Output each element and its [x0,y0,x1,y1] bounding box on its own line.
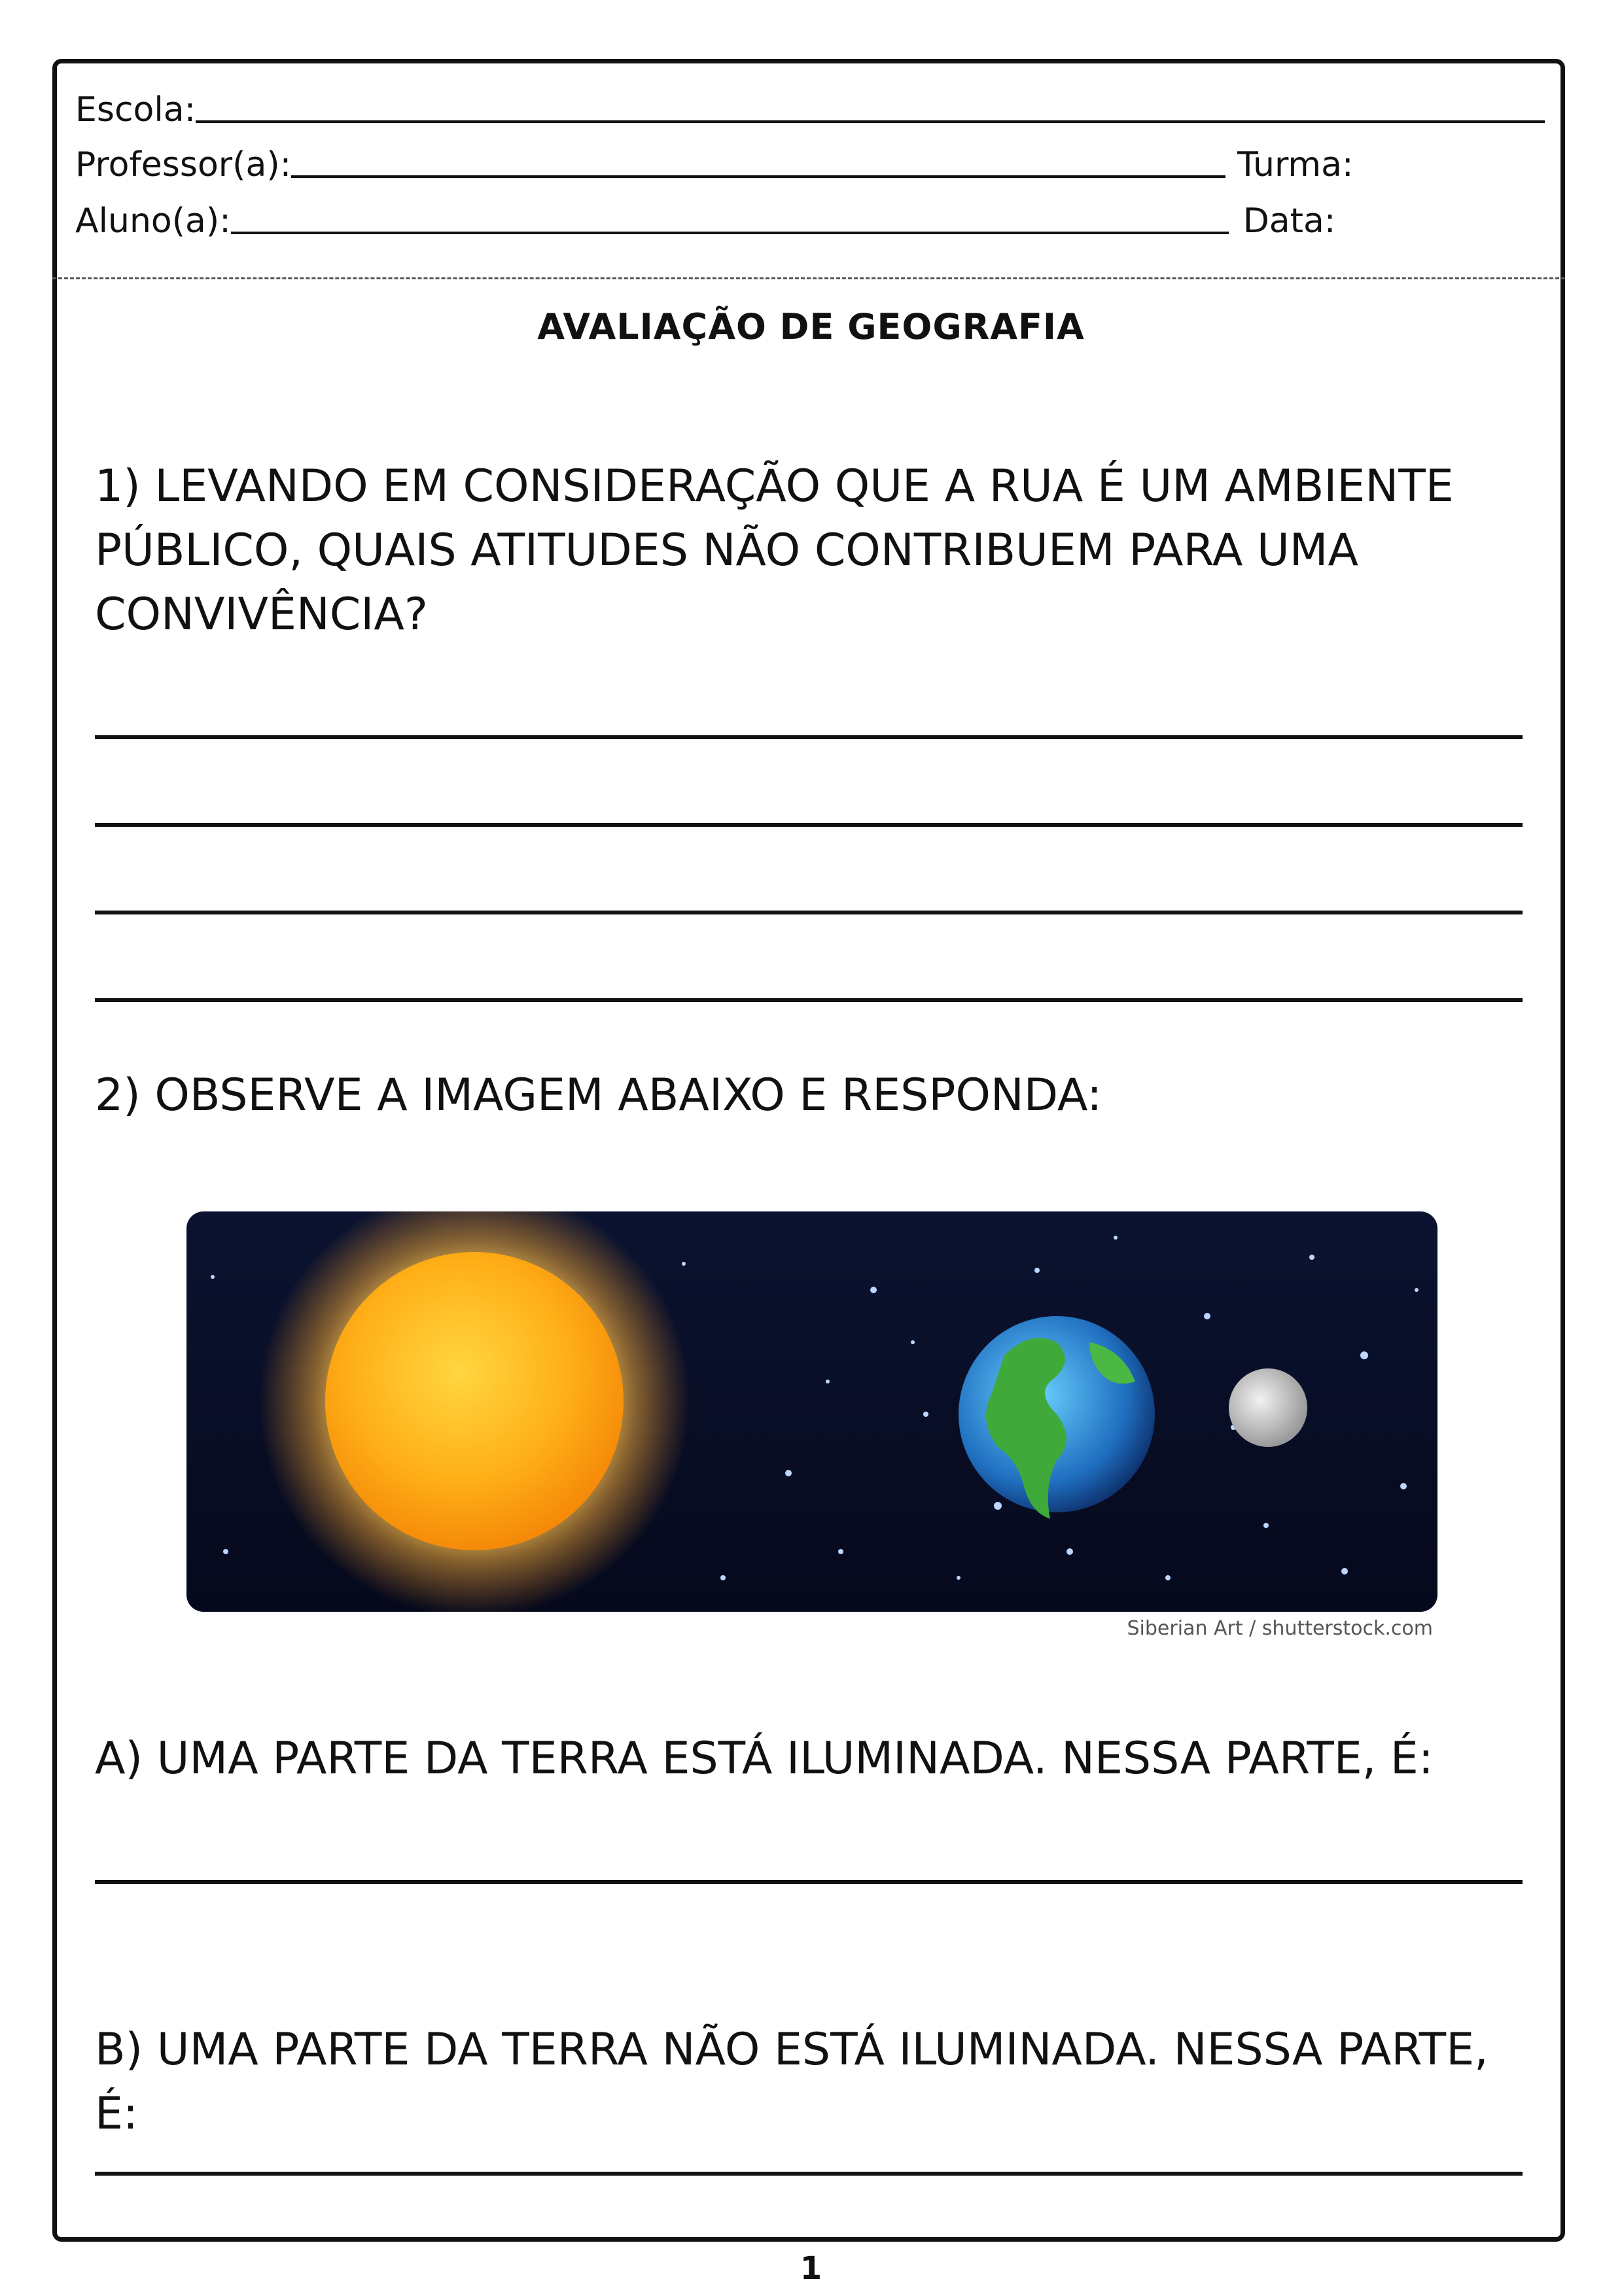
student-row [75,201,1335,241]
teacher-field-line[interactable] [291,175,1225,178]
answer-line[interactable] [95,911,1523,914]
sun-earth-moon-image [186,1211,1437,1612]
teacher-label: Professor(a): [75,145,292,184]
student-field-line[interactable] [231,232,1229,234]
answer-line[interactable] [95,1880,1523,1884]
page-number: 1 [800,2250,822,2287]
teacher-row [75,145,1353,184]
student-label: Aluno(a): [75,201,231,241]
question-1-text: 1) LEVANDO EM CONSIDERAÇÃO QUE A RUA É UM AMBIENTE PÚBLICO, QUAIS ATITUDES NÃO CONTRIBUEM PARA UMA CONVIVÊNCIA? [95,461,1454,640]
page-title: AVALIAÇÃO DE GEOGRAFIA [537,306,1085,347]
moon [1229,1368,1307,1447]
school-row [75,90,1545,130]
answer-line[interactable] [95,735,1523,739]
answer-line[interactable] [95,998,1523,1002]
question-2-text: 2) OBSERVE A IMAGEM ABAIXO E RESPONDA: [95,1070,1102,1121]
space-illustration [186,1211,1437,1612]
header-divider [52,277,1565,279]
page-border [52,59,1565,2242]
image-credit: Siberian Art / shutterstock.com [1127,1617,1433,1640]
sun [325,1252,624,1550]
question-2a-text: A) UMA PARTE DA TERRA ESTÁ ILUMINADA. NESSA PARTE, É: [95,1733,1434,1784]
school-label: Escola: [75,90,196,130]
question-2b-text: B) UMA PARTE DA TERRA NÃO ESTÁ ILUMINADA. NESSA PARTE, É: [95,2024,1489,2140]
class-label: Turma: [1237,145,1354,184]
answer-line[interactable] [95,823,1523,827]
date-label: Data: [1243,201,1336,241]
school-field-line[interactable] [196,120,1545,123]
answer-line[interactable] [95,2172,1523,2176]
